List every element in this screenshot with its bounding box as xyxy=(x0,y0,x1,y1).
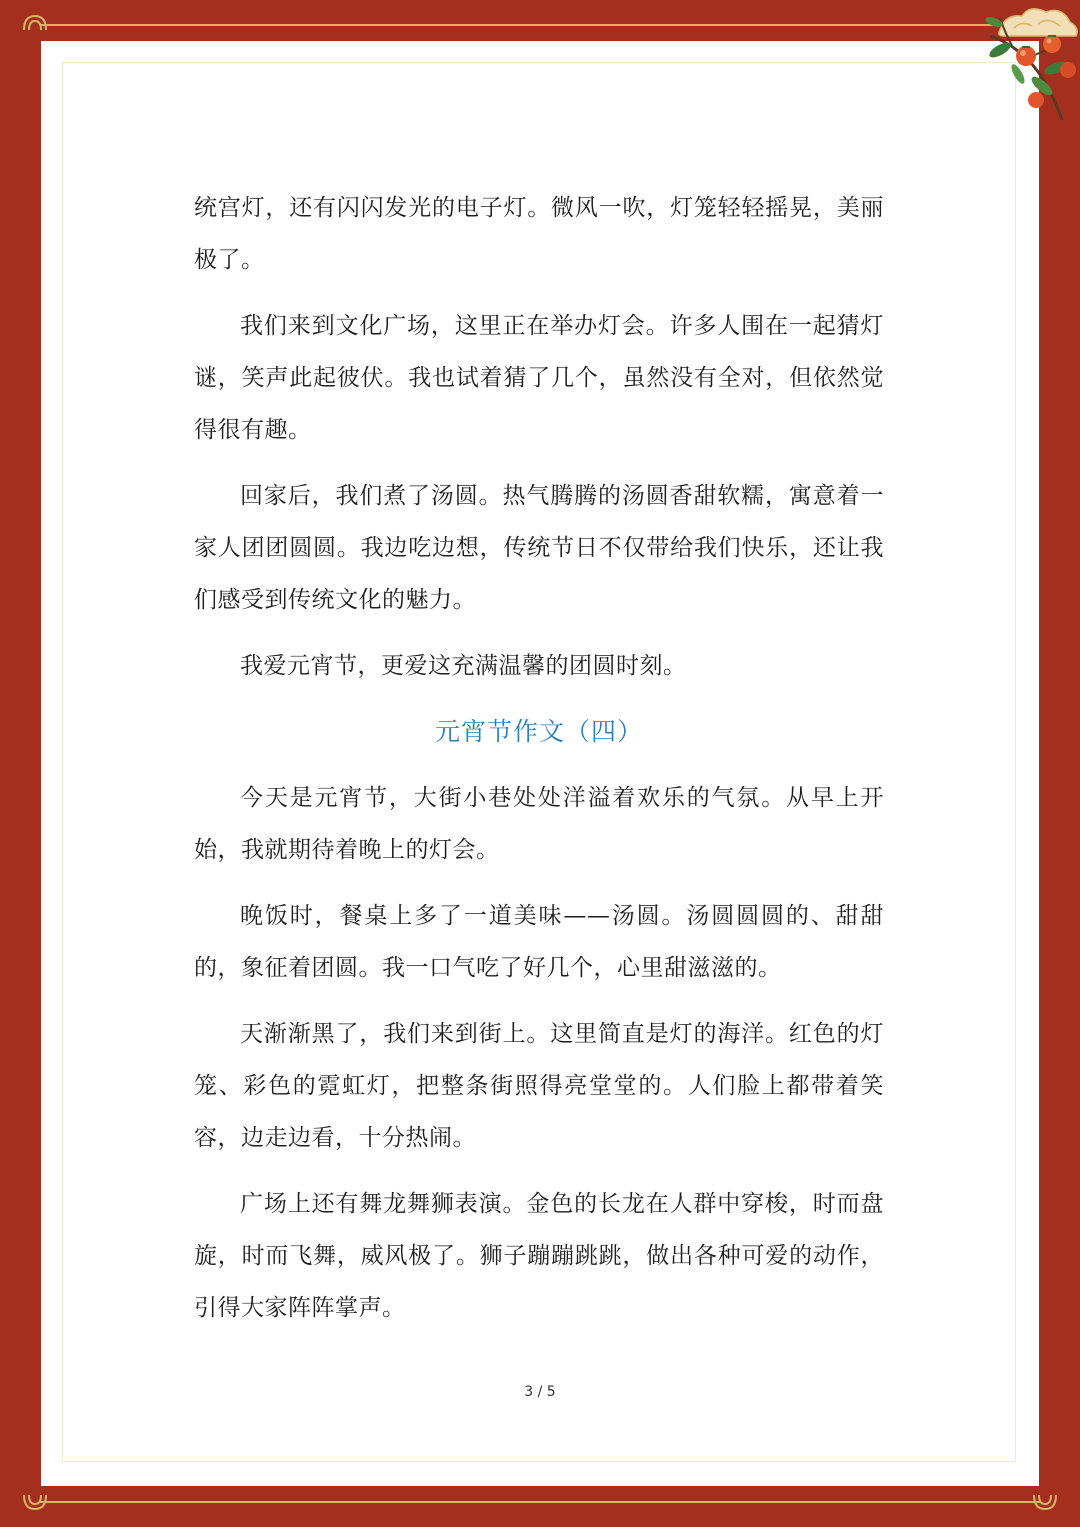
corner-ornament-icon xyxy=(22,12,48,32)
paragraph: 我爱元宵节，更爱这充满温馨的团圆时刻。 xyxy=(240,653,687,679)
paragraph: 广场上还有舞龙舞狮表演。金色的长龙在人群中穿梭，时而盘旋，时而飞舞，威风极了。狮子蹦蹦跳跳，做出各种可爱的动作，引得大家阵阵掌声。 xyxy=(194,1191,884,1321)
paragraph: 回家后，我们煮了汤圆。热气腾腾的汤圆香甜软糯，寓意着一家人团团圆圆。我边吃边想，传统节日不仅带给我们快乐，还让我们感受到传统文化的魅力。 xyxy=(194,483,884,613)
paragraph: 今天是元宵节，大街小巷处处洋溢着欢乐的气氛。从早上开始，我就期待着晚上的灯会。 xyxy=(194,785,884,863)
paragraph: 我们来到文化广场，这里正在举办灯会。许多人围在一起猜灯谜，笑声此起彼伏。我也试着猜了几个，虽然没有全对，但依然觉得很有趣。 xyxy=(194,313,884,443)
corner-ornament-icon xyxy=(1032,1493,1058,1513)
gold-border-top xyxy=(40,24,1040,26)
gold-border-bottom xyxy=(40,1501,1040,1503)
paragraph: 天渐渐黑了，我们来到街上。这里简直是灯的海洋。红色的灯笼、彩色的霓虹灯，把整条街照得亮堂堂的。人们脸上都带着笑容，边走边看，十分热闹。 xyxy=(194,1021,884,1151)
page-indicator: 3 / 5 xyxy=(524,1384,556,1400)
article-body xyxy=(194,182,884,1348)
corner-ornament-icon xyxy=(22,1493,48,1513)
paragraph: 统宫灯，还有闪闪发光的电子灯。微风一吹，灯笼轻轻摇晃，美丽极了。 xyxy=(194,195,884,273)
paragraph: 晚饭时，餐桌上多了一道美味——汤圆。汤圆圆圆的、甜甜的，象征着团圆。我一口气吃了好几个，心里甜滋滋的。 xyxy=(194,903,884,981)
persimmon-branch-icon xyxy=(930,0,1080,120)
section-title: 元宵节作文（四） xyxy=(434,717,643,746)
